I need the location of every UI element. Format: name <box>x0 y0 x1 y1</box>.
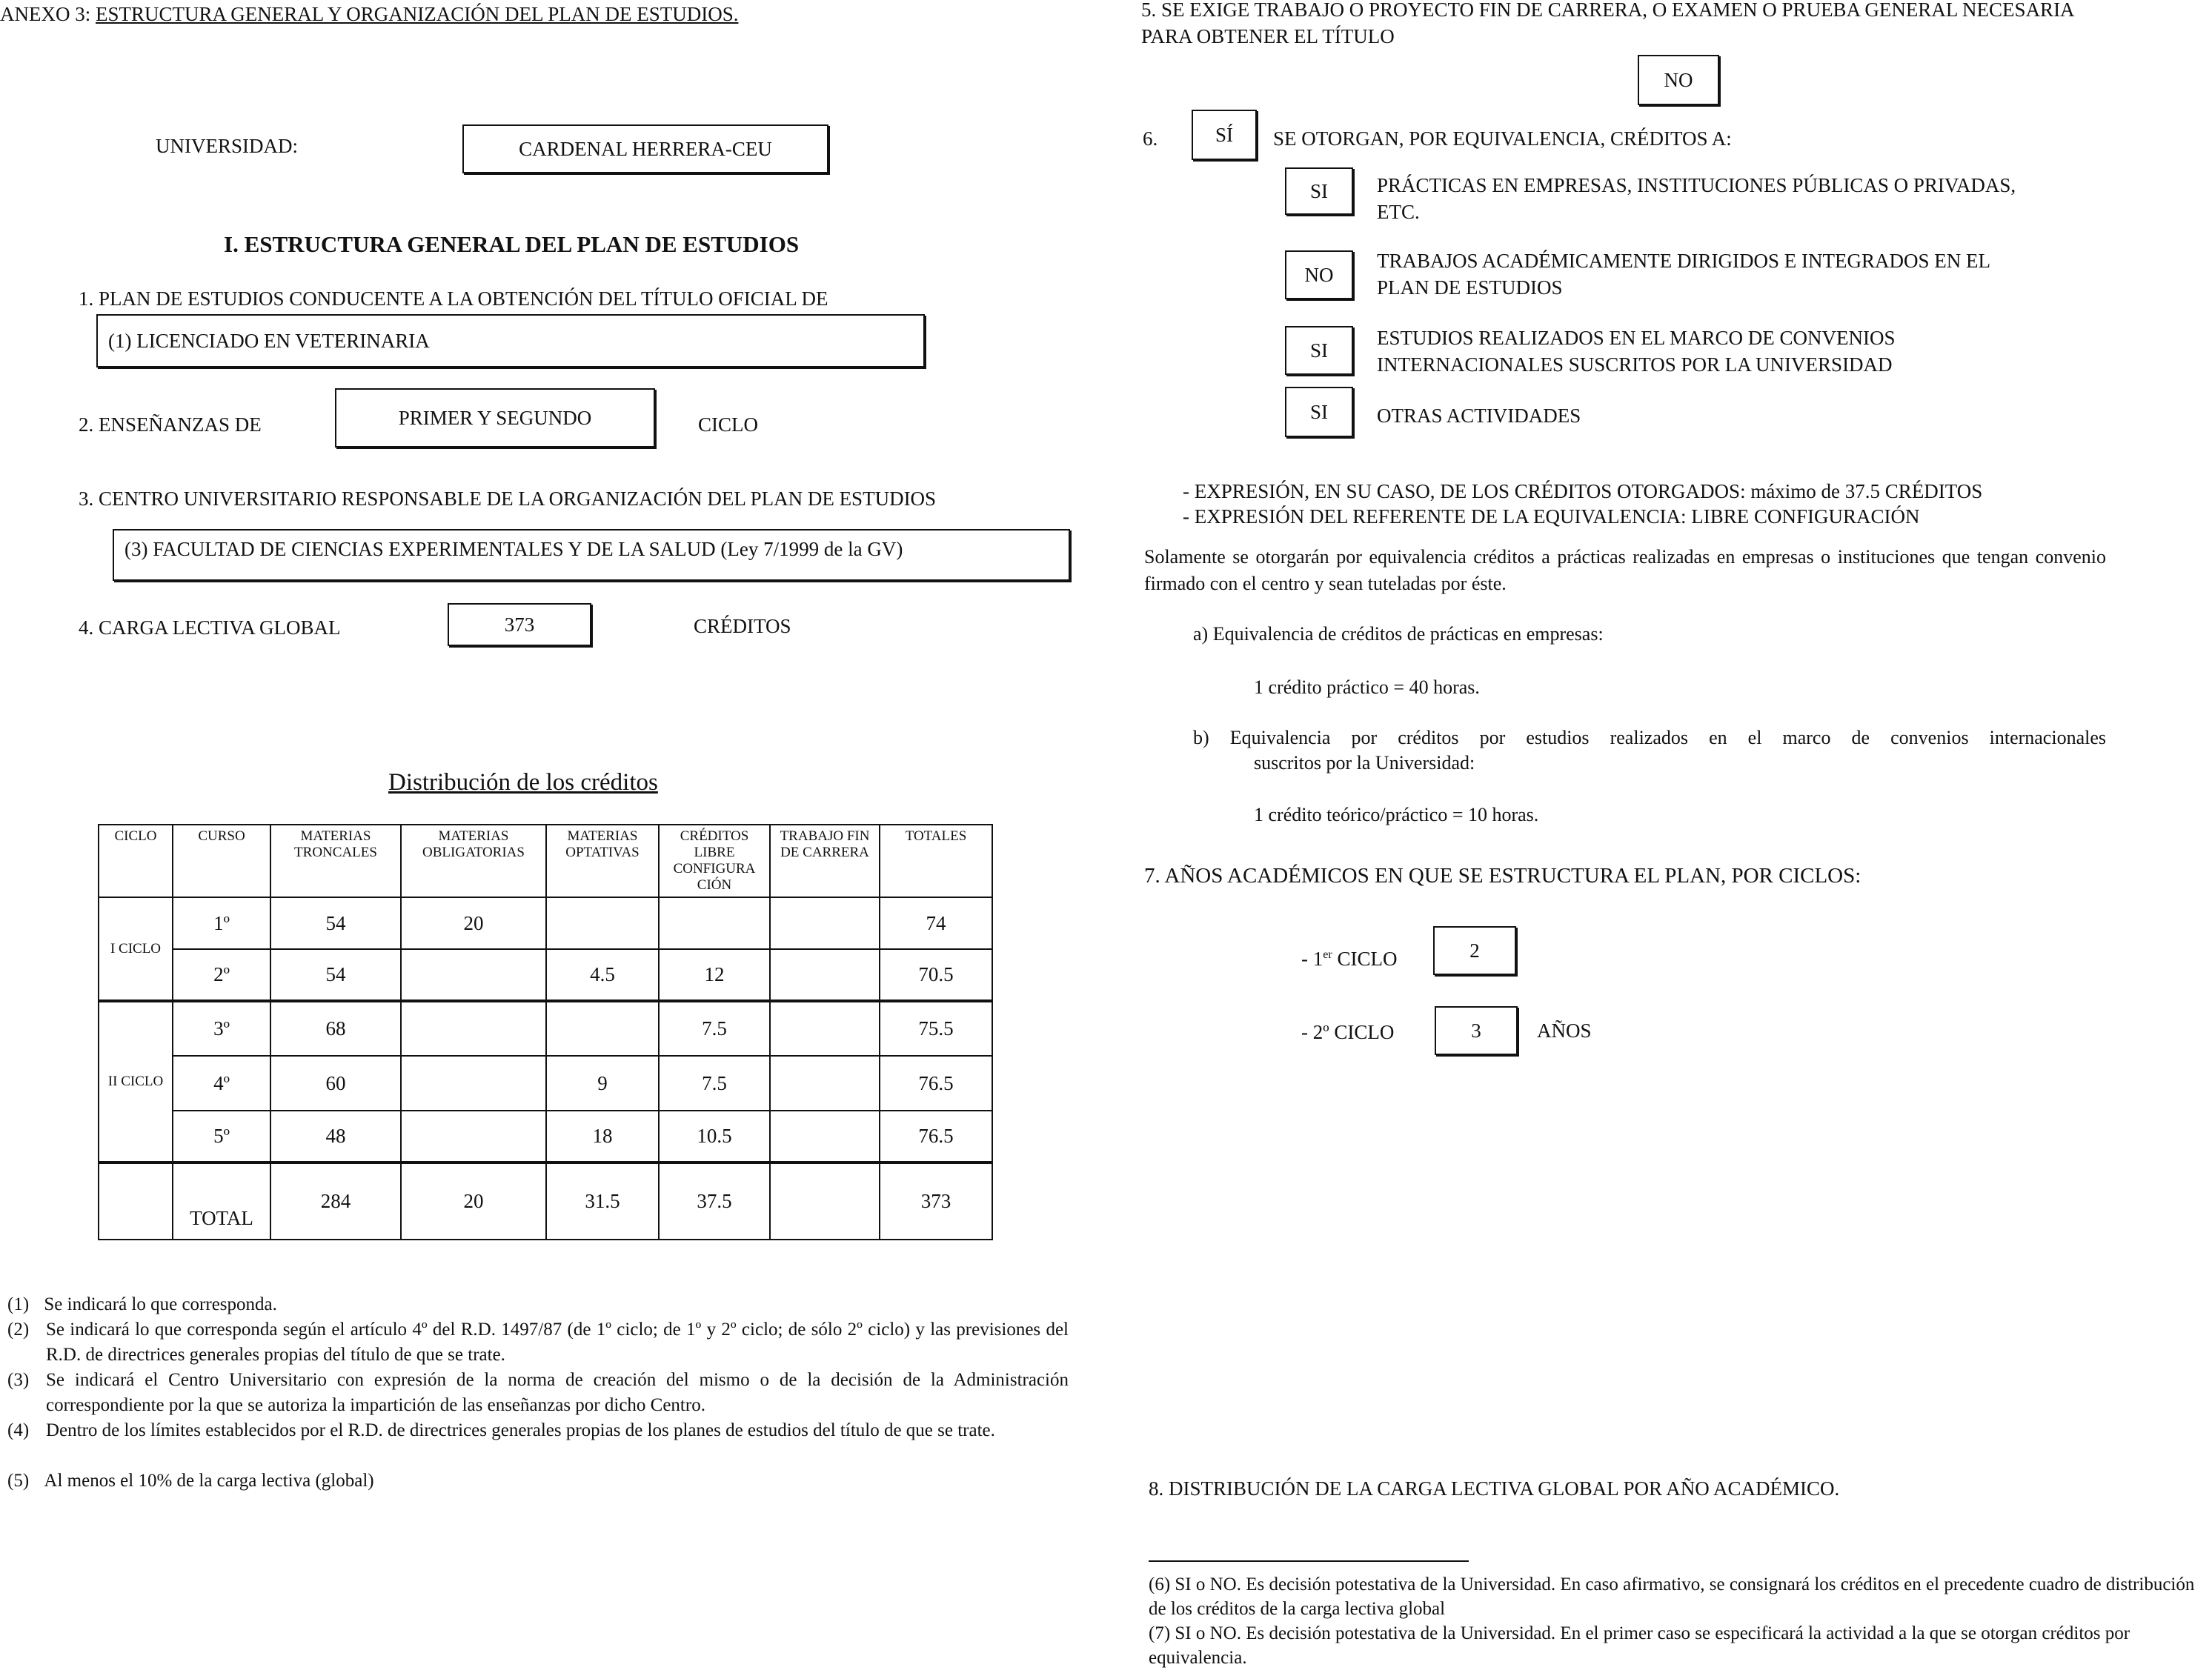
item4-value: 373 <box>504 613 535 636</box>
footnote-num: (1) <box>7 1294 30 1314</box>
item4-label: 4. CARGA LECTIVA GLOBAL <box>79 616 341 639</box>
header-trabajo-fin-carrera: TRABAJO FIN DE CARRERA <box>770 825 880 897</box>
option-line: ESTUDIOS REALIZADOS EN EL MARCO DE CONVENIOS <box>1377 327 1896 349</box>
cycle1-label <box>1301 942 1397 971</box>
table-row <box>99 949 992 1001</box>
table-cell: 2º <box>173 949 270 1001</box>
cycle2-suffix: AÑOS <box>1537 1020 1592 1042</box>
item2-value: PRIMER Y SEGUNDO <box>398 406 592 429</box>
table-cell <box>546 1001 659 1056</box>
cycle1-label-a: - 1 <box>1301 948 1323 970</box>
item5-line1: 5. SE EXIGE TRABAJO O PROYECTO FIN DE CARRERA, O EXAMEN O PRUEBA GENERAL NECESARIA <box>1141 0 2075 21</box>
table-row <box>99 1111 992 1163</box>
item5-value: NO <box>1664 68 1693 91</box>
item3-box <box>113 529 1070 581</box>
table-total-row <box>99 1163 992 1240</box>
item3-value: (3) FACULTAD DE CIENCIAS EXPERIMENTALES Y DE LA SALUD (Ley 7/1999 de la GV) <box>124 538 903 560</box>
table-cell <box>401 1056 546 1111</box>
footnote-divider <box>1149 1560 1469 1562</box>
footnote-5 <box>7 1469 374 1494</box>
table-cell: 9 <box>546 1056 659 1111</box>
item1-label: 1. PLAN DE ESTUDIOS CONDUCENTE A LA OBTENCIÓN DEL TÍTULO OFICIAL DE <box>79 287 828 310</box>
footnote-4-num: (4) <box>7 1420 30 1440</box>
item5-box <box>1638 55 1719 105</box>
table-cell <box>401 949 546 1001</box>
table-cell <box>546 897 659 949</box>
footnote-text: Al menos el 10% de la carga lectiva (global) <box>44 1471 374 1491</box>
cycle2-value: 3 <box>1471 1019 1481 1042</box>
equivalence-b-label: b) Equivalencia por créditos por estudios realizados en el marco de convenios internacionales <box>1193 727 2106 748</box>
table-cell: 18 <box>546 1111 659 1163</box>
item6-box <box>1192 110 1257 160</box>
cycle2-label: - 2º CICLO <box>1301 1021 1395 1043</box>
table-cell <box>99 1163 173 1240</box>
table-cell <box>770 949 880 1001</box>
option-line: PRÁCTICAS EN EMPRESAS, INSTITUCIONES PÚBLICAS O PRIVADAS, <box>1377 174 2016 196</box>
table-cell: 20 <box>401 1163 546 1240</box>
footnote-2-text: Se indicará lo que corresponda según el artículo 4º del R.D. 1497/87 (de 1º ciclo; de 1º y 2º ciclo; de sólo 2º ciclo) y las previsiones del R.D. de directrices generales propias del título de que se trate. <box>46 1320 1069 1365</box>
header-libre-configuracion: CRÉDITOS LIBRE CONFIGURA CIÓN <box>659 825 770 897</box>
header-obligatorias: MATERIAS OBLIGATORIAS <box>401 825 546 897</box>
item6-num: 6. <box>1143 127 1158 150</box>
cycle2-box <box>1435 1006 1518 1055</box>
option-trabajos-value: NO <box>1304 263 1334 286</box>
table-cell <box>770 1163 880 1240</box>
header-ciclo: CICLO <box>99 825 173 897</box>
table-cell <box>770 1111 880 1163</box>
table-cell: 5º <box>173 1111 270 1163</box>
option-practicas-box <box>1285 167 1353 215</box>
table-cell: 20 <box>401 897 546 949</box>
table-cell: 1º <box>173 897 270 949</box>
item1-value: (1) LICENCIADO EN VETERINARIA <box>108 329 430 352</box>
option-line: ETC. <box>1377 201 1420 223</box>
table-cell <box>401 1111 546 1163</box>
expression-referent: - EXPRESIÓN DEL REFERENTE DE LA EQUIVALENCIA: LIBRE CONFIGURACIÓN <box>1183 505 1920 528</box>
item1-box <box>96 314 925 367</box>
table-cell: 68 <box>270 1001 401 1056</box>
footnote-num: (5) <box>7 1471 30 1491</box>
cycle1-label-b: CICLO <box>1332 948 1398 970</box>
option-trabajos-box <box>1285 250 1353 299</box>
header-totales: TOTALES <box>880 825 992 897</box>
option-trabajos-text <box>1377 247 1990 301</box>
option-otras-value: SI <box>1309 400 1328 423</box>
table-cell: 4º <box>173 1056 270 1111</box>
table-cell <box>770 897 880 949</box>
table-cell <box>770 1001 880 1056</box>
item2-label: 2. ENSEÑANZAS DE <box>79 413 262 436</box>
footnote-4-text: Dentro de los límites establecidos por el R.D. de directrices generales propias de los planes de estudios del título de que se trate. <box>46 1420 995 1440</box>
equivalence-a-value: 1 crédito práctico = 40 horas. <box>1254 676 1480 698</box>
university-label: UNIVERSIDAD: <box>156 135 298 157</box>
table-cell: 31.5 <box>546 1163 659 1240</box>
table-cell: 3º <box>173 1001 270 1056</box>
table-cell: 7.5 <box>659 1056 770 1111</box>
university-value: CARDENAL HERRERA-CEU <box>519 137 772 160</box>
cycle-1-cell: I CICLO <box>99 897 173 1001</box>
distribution-title: Distribución de los créditos <box>388 769 658 796</box>
option-otras-box <box>1285 387 1353 437</box>
table-cell: 10.5 <box>659 1111 770 1163</box>
item7-label: 7. AÑOS ACADÉMICOS EN QUE SE ESTRUCTURA EL PLAN, POR CICLOS: <box>1144 864 1861 888</box>
option-line: TRABAJOS ACADÉMICAMENTE DIRIGIDOS E INTEGRADOS EN EL <box>1377 250 1990 272</box>
option-convenios-value: SI <box>1309 339 1328 362</box>
university-box <box>462 124 828 173</box>
equivalence-paragraph: Solamente se otorgarán por equivalencia créditos a prácticas realizadas en empresas o instituciones que tengan convenio firmado con el centro y sean tuteladas por éste. <box>1144 546 2106 594</box>
cycle1-sup: er <box>1323 948 1332 961</box>
credits-distribution-table <box>98 824 993 1240</box>
table-cell: 48 <box>270 1111 401 1163</box>
table-cell: 7.5 <box>659 1001 770 1056</box>
table-cell <box>401 1001 546 1056</box>
footnote-7: (7) SI o NO. Es decisión potestativa de la Universidad. En el primer caso se especificará la actividad a la que se otorgan créditos por equivalencia. <box>1149 1623 2130 1668</box>
option-convenios-text <box>1377 325 1895 378</box>
item5-line2: PARA OBTENER EL TÍTULO <box>1141 25 1395 47</box>
total-label: TOTAL <box>173 1163 270 1240</box>
header-curso: CURSO <box>173 825 270 897</box>
table-cell: 37.5 <box>659 1163 770 1240</box>
annex-heading <box>0 1 738 27</box>
cycle-2-cell: II CICLO <box>99 1001 173 1163</box>
table-cell: 70.5 <box>880 949 992 1001</box>
item8-label: 8. DISTRIBUCIÓN DE LA CARGA LECTIVA GLOBAL POR AÑO ACADÉMICO. <box>1149 1477 1840 1500</box>
equivalence-a-label: a) Equivalencia de créditos de prácticas en empresas: <box>1193 623 1604 645</box>
equivalence-b-label2: suscritos por la Universidad: <box>1254 752 1475 774</box>
annex-prefix: ANEXO 3: <box>0 3 96 25</box>
item6-label: SE OTORGAN, POR EQUIVALENCIA, CRÉDITOS A: <box>1273 127 1732 150</box>
option-practicas-text <box>1377 172 2016 225</box>
option-otras-text: OTRAS ACTIVIDADES <box>1377 405 1581 427</box>
table-cell <box>770 1056 880 1111</box>
cycle1-value: 2 <box>1469 939 1480 962</box>
table-row <box>99 1001 992 1056</box>
item2-box <box>335 388 655 448</box>
table-cell: 54 <box>270 949 401 1001</box>
table-row <box>99 1056 992 1111</box>
table-cell: 284 <box>270 1163 401 1240</box>
item4-box <box>448 603 591 646</box>
item3-label: 3. CENTRO UNIVERSITARIO RESPONSABLE DE LA ORGANIZACIÓN DEL PLAN DE ESTUDIOS <box>79 488 937 510</box>
item4-suffix: CRÉDITOS <box>694 615 791 637</box>
table-cell: 76.5 <box>880 1111 992 1163</box>
option-line: PLAN DE ESTUDIOS <box>1377 276 1563 299</box>
footnote-3-num: (3) <box>7 1370 30 1390</box>
footnote-3-text: Se indicará el Centro Universitario con expresión de la norma de creación del mismo o de la decisión de la Administración correspondiente por la que se autoriza la impartición de las enseñanzas por dicho Centro. <box>46 1370 1069 1415</box>
footnote-text: Se indicará lo que corresponda. <box>44 1294 277 1314</box>
table-row <box>99 897 992 949</box>
table-cell: 54 <box>270 897 401 949</box>
footnote-1 <box>7 1292 277 1317</box>
footnote-2-num: (2) <box>7 1320 30 1340</box>
table-cell: 75.5 <box>880 1001 992 1056</box>
table-cell: 60 <box>270 1056 401 1111</box>
item2-suffix: CICLO <box>698 413 758 436</box>
equivalence-b-value: 1 crédito teórico/práctico = 10 horas. <box>1254 804 1539 825</box>
option-line: INTERNACIONALES SUSCRITOS POR LA UNIVERSIDAD <box>1377 353 1893 376</box>
table-cell: 4.5 <box>546 949 659 1001</box>
header-optativas: MATERIAS OPTATIVAS <box>546 825 659 897</box>
item6-value: SÍ <box>1215 123 1233 146</box>
table-cell: 373 <box>880 1163 992 1240</box>
option-convenios-box <box>1285 326 1353 375</box>
annex-title: ESTRUCTURA GENERAL Y ORGANIZACIÓN DEL PLAN DE ESTUDIOS. <box>96 3 739 25</box>
table-cell: 74 <box>880 897 992 949</box>
expression-credits: - EXPRESIÓN, EN SU CASO, DE LOS CRÉDITOS OTORGADOS: máximo de 37.5 CRÉDITOS <box>1183 480 1983 502</box>
cycle1-box <box>1433 926 1516 975</box>
table-header-row <box>99 825 992 897</box>
option-practicas-value: SI <box>1309 179 1328 202</box>
footnote-6: (6) SI o NO. Es decisión potestativa de la Universidad. En caso afirmativo, se consignará los créditos en el precedente cuadro de distribución de los créditos de la carga lectiva global <box>1149 1574 2195 1619</box>
table-cell: 76.5 <box>880 1056 992 1111</box>
table-cell: 12 <box>659 949 770 1001</box>
table-cell <box>659 897 770 949</box>
header-troncales: MATERIAS TRONCALES <box>270 825 401 897</box>
section-title: I. ESTRUCTURA GENERAL DEL PLAN DE ESTUDIOS <box>224 231 800 257</box>
